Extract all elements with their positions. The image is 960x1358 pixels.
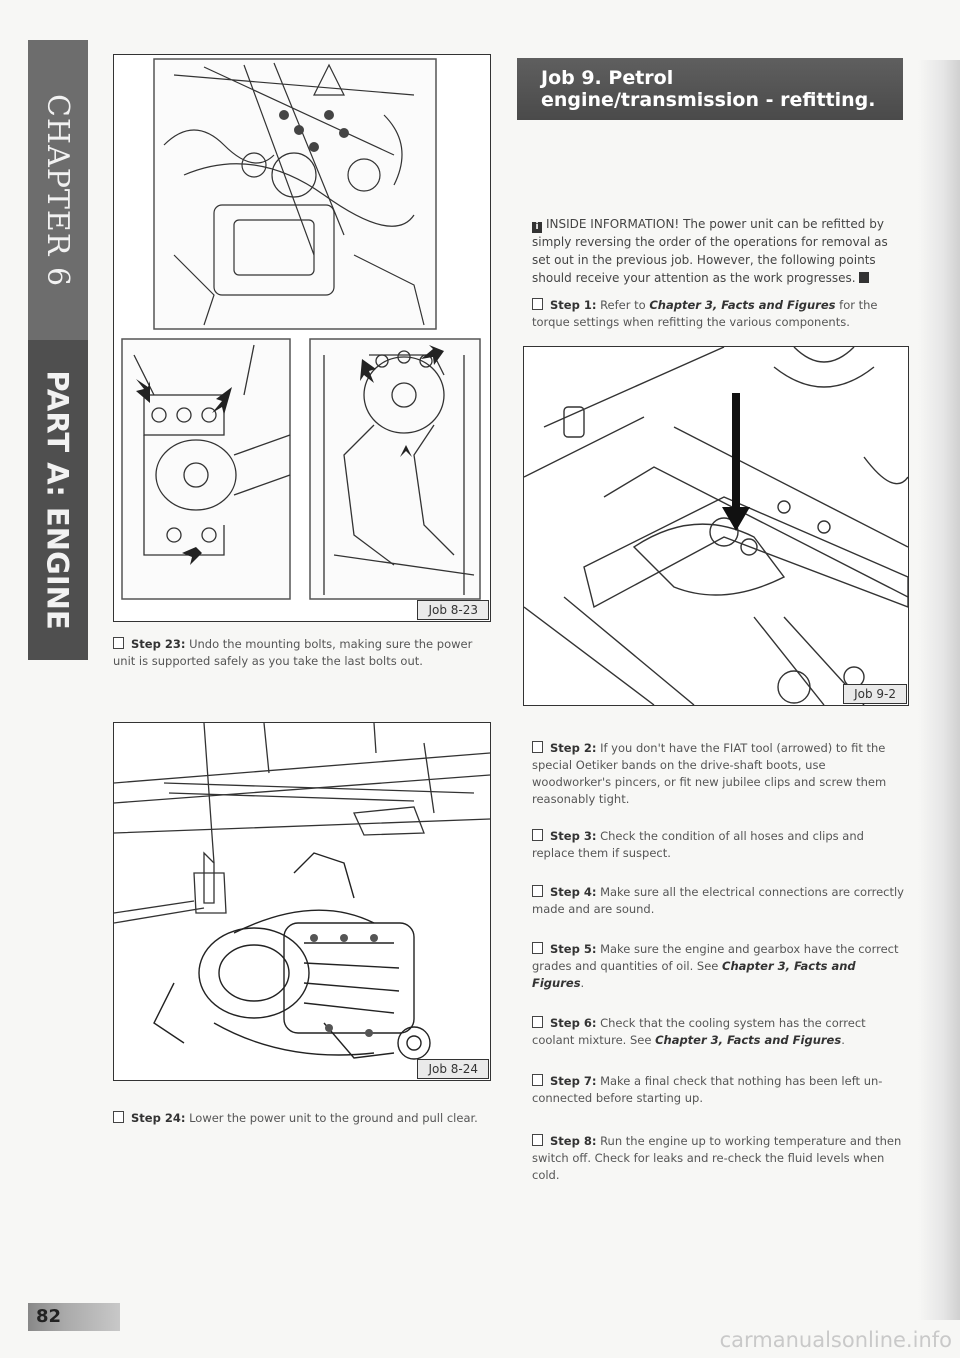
figure-job-8-23: [113, 54, 491, 622]
page-number-tab: [28, 1303, 120, 1331]
inside-information: [532, 215, 908, 287]
step-label: Step 2:: [550, 741, 597, 755]
info-icon: i: [532, 222, 542, 233]
step-1: [532, 297, 908, 331]
chapter-sidebar: [28, 40, 88, 660]
step-text: Undo the mounting bolts, making sure the power unit is supported safely as you take the last bolts out.: [113, 637, 473, 668]
step-2: [532, 740, 908, 808]
driveshaft-boot-tool-illustration: [524, 347, 908, 705]
step-text-pre: Refer to: [600, 298, 650, 312]
step-label: Step 6:: [550, 1016, 597, 1030]
part-title: PART A: ENGINE: [41, 370, 75, 630]
step-label: Step 5:: [550, 942, 597, 956]
power-unit-lowered-illustration: [114, 723, 490, 1080]
step-4: [532, 884, 908, 918]
engine-hoist-illustration: [114, 55, 490, 621]
step-text: If you don't have the FIAT tool (arrowed) to fit the special Oetiker bands on the drive-shaft boots, use woodworker's pincers, or fit new jubilee clips and screw them reasonably tight.: [532, 741, 887, 806]
step-reference: Chapter 3, Facts and Figures: [649, 298, 836, 312]
step-3: [532, 828, 908, 862]
checkbox-icon[interactable]: [532, 1016, 543, 1028]
step-text-post: for the torque settings when refitting the various components.: [532, 298, 878, 329]
checkbox-icon[interactable]: [113, 637, 124, 649]
step-text: Lower the power unit to the ground and pull clear.: [189, 1111, 478, 1125]
chapter-title: CHAPTER 6: [40, 93, 76, 287]
step-text: Make sure all the electrical connections are correctly made and are sound.: [532, 885, 904, 916]
step-text: Check the condition of all hoses and clips and replace them if suspect.: [532, 829, 864, 860]
step-text-post: .: [580, 976, 585, 990]
step-label: Step 3:: [550, 829, 597, 843]
figure-label: Job 9-2: [843, 684, 907, 704]
watermark: carmanualsonline.info: [719, 1328, 952, 1352]
chapter-tab: [28, 40, 88, 340]
checkbox-icon[interactable]: [532, 741, 543, 753]
step-label: Step 1:: [550, 298, 597, 312]
step-label: Step 24:: [131, 1111, 186, 1125]
step-label: Step 4:: [550, 885, 597, 899]
step-6: [532, 1015, 908, 1049]
page-edge-shadow: [918, 60, 960, 1320]
step-5: [532, 941, 908, 992]
step-label: Step 8:: [550, 1134, 597, 1148]
step-label: Step 23:: [131, 637, 186, 651]
figure-label: Job 8-23: [417, 600, 489, 620]
figure-job-9-2: [523, 346, 909, 706]
step-text: Run the engine up to working temperature and then switch off. Check for leaks and re-check the fluid levels when cold.: [532, 1134, 902, 1182]
checkbox-icon[interactable]: [532, 829, 543, 841]
part-tab: [28, 340, 88, 660]
step-text-post: .: [841, 1033, 845, 1047]
step-text-pre: Make sure the engine and gearbox have the correct grades and quantities of oil. See: [532, 942, 899, 973]
inside-heading: INSIDE INFORMATION!: [546, 217, 680, 231]
checkbox-icon[interactable]: [532, 942, 543, 954]
checkbox-icon[interactable]: [113, 1111, 124, 1123]
step-23: [113, 636, 489, 670]
step-7: [532, 1073, 908, 1107]
checkbox-icon[interactable]: [532, 298, 543, 310]
info-end-icon: [859, 272, 869, 283]
figure-label: Job 8-24: [417, 1059, 489, 1079]
step-reference: Chapter 3, Facts and Figures: [532, 959, 856, 990]
step-text: Make a final check that nothing has been left un-connected before starting up.: [532, 1074, 883, 1105]
checkbox-icon[interactable]: [532, 885, 543, 897]
checkbox-icon[interactable]: [532, 1134, 543, 1146]
step-text-pre: Check that the cooling system has the correct coolant mixture. See: [532, 1016, 866, 1047]
job-title: Job 9. Petrol engine/transmission - refitting.: [541, 67, 876, 111]
step-reference: Chapter 3, Facts and Figures: [655, 1033, 842, 1047]
step-8: [532, 1133, 908, 1184]
step-24: [113, 1110, 489, 1127]
figure-job-8-24: [113, 722, 491, 1081]
inside-text: The power unit can be refitted by simply reversing the order of the operations for removal as set out in the previous job. However, the following points should receive your attention as the work progresses.: [532, 217, 888, 285]
page-number: 82: [36, 1306, 62, 1327]
checkbox-icon[interactable]: [532, 1074, 543, 1086]
job-header: [517, 58, 903, 120]
step-label: Step 7:: [550, 1074, 597, 1088]
